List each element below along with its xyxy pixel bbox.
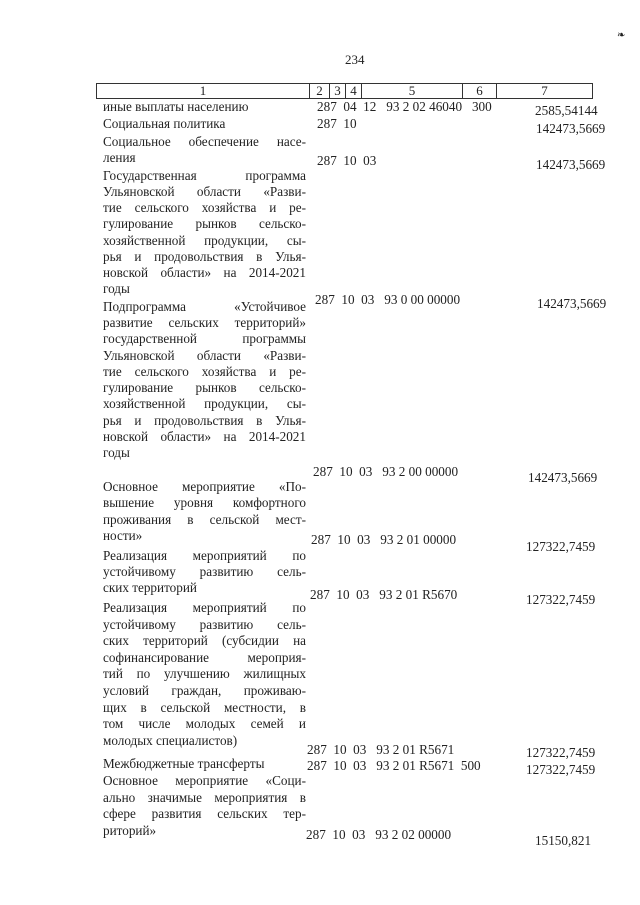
row-amount: 127322,7459 [526,539,596,554]
row-description-line: щих в сельской местности, в [103,700,306,715]
row-codes: 287 10 03 93 0 00 00000 [315,292,461,307]
row-description-line: развитие сельских территорий» [103,315,306,330]
row-description-line: ских территорий [103,580,197,595]
row-description-line: новской области» на 2014-2021 [103,265,306,280]
row-amount: 127322,7459 [526,762,596,777]
row-description-line: условий граждан, проживаю- [103,683,306,698]
row-amount: 142473,5669 [528,470,598,485]
row-description-line: сфере развития сельских тер- [103,806,306,821]
row-codes: 287 10 [317,116,357,131]
row-description-line: Подпрограмма «Устойчивое [103,299,306,314]
row-codes: 287 04 12 93 2 02 46040 300 [317,99,492,114]
row-description-line: Социальная политика [103,116,226,131]
row-description-line: том числе молодых семей и [103,716,306,731]
row-description-line: Реализация мероприятий по [103,600,306,615]
row-description-line: государственной программы [103,331,306,346]
row-description-line: Социальное обеспечение насе- [103,134,306,149]
row-description-line: иные выплаты населению [103,99,249,114]
row-amount: 15150,821 [535,833,592,848]
row-description-line: годы [103,445,130,460]
row-description-line: Государственная программа [103,168,306,183]
row-amount: 142473,5669 [536,121,606,136]
column-header-2: 2 [310,84,330,99]
row-codes: 287 10 03 93 2 01 00000 [311,532,457,547]
column-header-row [97,84,593,99]
page-number: 234 [345,52,365,67]
row-description-line: проживания в сельской мест- [103,512,306,527]
row-description-line: ально значимые мероприятия в [103,790,306,805]
row-description-line: Основное мероприятие «Соци- [103,773,306,788]
column-header-1: 1 [97,84,310,99]
row-description-line: вышение уровня комфортного [103,495,306,510]
row-description-line: молодых специалистов) [103,733,238,748]
row-description-line: годы [103,281,130,296]
row-description-line: Межбюджетные трансферты [103,756,265,771]
row-description-line: ности» [103,528,143,543]
column-header-3: 3 [330,84,346,99]
row-amount: 142473,5669 [536,157,606,172]
row-description-line: Основное мероприятие «По- [103,479,306,494]
row-description-line: Ульяновской области «Разви- [103,184,306,199]
row-description-line: устойчивому развитию сель- [103,617,306,632]
row-description-line: новской области» на 2014-2021 [103,429,306,444]
row-description-line: тие сельского хозяйства и ре- [103,200,306,215]
row-description-line: рья и продовольствия в Улья- [103,249,306,264]
row-description-line: тий по улучшению жилищных [103,666,306,681]
column-header-6: 6 [463,84,497,99]
row-amount: 142473,5669 [537,296,607,311]
row-amount: 127322,7459 [526,745,596,760]
row-description-line: гулирование рынков сельско- [103,216,306,231]
row-amount: 2585,54144 [535,103,598,118]
row-description-line: тие сельского хозяйства и ре- [103,364,306,379]
row-codes: 287 10 03 93 2 02 00000 [306,827,452,842]
row-description-line: софинансирование мероприя- [103,650,306,665]
row-codes: 287 10 03 93 2 00 00000 [313,464,459,479]
corner-mark: ❧ [617,30,626,41]
row-description-line: Реализация мероприятий по [103,548,306,563]
row-codes: 287 10 03 93 2 01 R5670 [310,587,458,602]
row-description-line: Ульяновской области «Разви- [103,348,306,363]
row-description-line: гулирование рынков сельско- [103,380,306,395]
row-description-line: ских территорий (субсидии на [103,633,306,648]
row-description-line: ления [103,150,136,165]
column-header-4: 4 [346,84,362,99]
row-description-line: хозяйственной продукции, сы- [103,396,306,411]
row-codes: 287 10 03 93 2 01 R5671 500 [307,758,481,773]
row-description-line: риторий» [103,823,157,838]
column-header-5: 5 [362,84,463,99]
row-amount: 127322,7459 [526,592,596,607]
column-header-table [96,83,593,99]
row-codes: 287 10 03 93 2 01 R5671 [307,742,455,757]
row-description-line: устойчивому развитию сель- [103,564,306,579]
row-description-line: рья и продовольствия в Улья- [103,413,306,428]
row-description-line: хозяйственной продукции, сы- [103,233,306,248]
column-header-7: 7 [497,84,593,99]
row-codes: 287 10 03 [317,153,377,168]
